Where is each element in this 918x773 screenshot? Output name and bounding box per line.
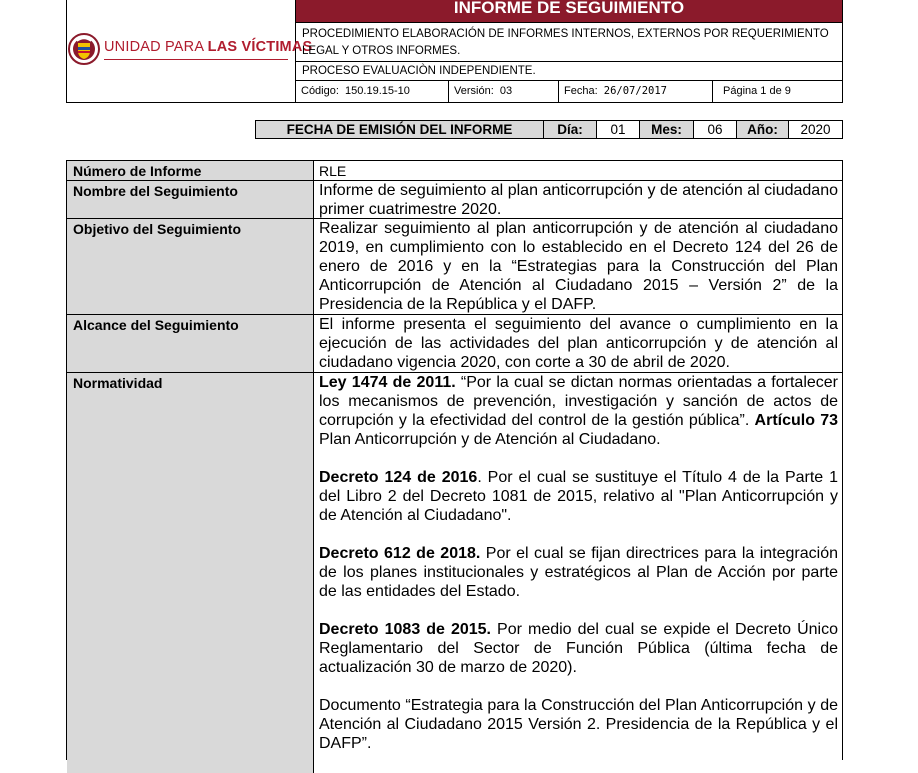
norma-item: Decreto 1083 de 2015. Por medio del cual se expide el Decreto Único Reglamentario del Sector de Función Pública (última fecha de actualización 30 de marzo de 2020). [319,621,839,676]
header-info [296,0,842,102]
document-header [66,0,843,103]
numero-row [67,161,842,181]
numero-value: RLE [319,163,347,179]
fecha-emision-label: FECHA DE EMISIÓN DEL INFORME [256,121,544,138]
norma-item: Decreto 124 de 2016. Por el cual se sustituye el Título 4 de la Parte 1 del Libro 2 del Decreto 1081 de 2015, relativo al "Plan Anticorrupción y de Atención al Ciudadano". [319,469,839,524]
mes-value: 06 [694,121,737,138]
norma-item: Ley 1474 de 2011. “Por la cual se dictan normas orientadas a fortalecer los mecanismos de prevención, investigación y sanción de actos de corrupción y la efectividad del control de la gestión pública”. Artículo 73 Plan Anticorrupción y de Atención al Ciudadano. [319,374,839,448]
objetivo-row [67,219,842,315]
pagina-cell: Página 1 de 9 [723,85,791,97]
report-info-table [66,160,843,760]
logo-wordmark: UNIDAD PARA LAS VÍCTIMAS [104,39,313,55]
norma-item: Documento “Estrategia para la Construcción del Plan Anticorrupción y de Atención al Ciudadano 2015 Versión 2. Presidencia de la República y el DAFP”. [319,697,838,752]
normatividad-row [67,373,842,773]
header-meta-row [296,81,842,102]
dia-label: Día: [544,121,597,138]
version-value: 03 [499,85,513,97]
norma-item: Decreto 612 de 2018. Por el cual se fijan directrices para la integración de los planes institucionales y estratégicos al Plan de Acción por parte de las entidades del Estado. [319,545,838,600]
normatividad-list [314,373,842,753]
fecha-value: 26/07/2017 [603,85,667,97]
alcance-value: El informe presenta el seguimiento del avance o cumplimiento en la ejecución de las actividades del plan anticorrupción y de atención al ciudadano vigencia 2020, con corte a 30 de abril de 2020. [319,316,838,371]
alcance-label: Alcance del Seguimiento [67,315,314,372]
proceso-text: PROCESO EVALUACIÒN INDEPENDIENTE. [296,62,842,81]
colombia-coat-of-arms-icon [67,31,101,67]
normatividad-label: Normatividad [67,373,314,773]
codigo-cell: Código: 150.19.15-10 [296,81,449,102]
dia-value: 01 [597,121,640,138]
anio-value: 2020 [800,122,831,137]
nombre-value: Informe de seguimiento al plan anticorrupción y de atención al ciudadano primer cuatrimestre 2020. [319,182,838,218]
version-cell: Versión: 03 [449,81,559,102]
logo-underline [104,59,288,60]
nombre-row [67,181,842,219]
numero-label: Número de Informe [67,161,314,180]
alcance-row [67,315,842,373]
anio-label: Año: [737,121,789,138]
objetivo-value: Realizar seguimiento al plan anticorrupción y de atención al ciudadano 2019, en cumplimiento con lo establecido en el Decreto 124 del 26 de enero de 2016 y en la “Estrategias para la Construcción del Plan Anticorrupción de Atención al Ciudadano 2015 – Versión 2” de la Presidencia de la República y el DAFP. [319,220,838,313]
objetivo-label: Objetivo del Seguimiento [67,219,314,314]
document-title: INFORME DE SEGUIMIENTO [296,0,842,23]
mes-label: Mes: [640,121,694,138]
procedimiento-text: PROCEDIMIENTO ELABORACIÓN DE INFORMES INTERNOS, EXTERNOS POR REQUERIMIENTO LEGAL Y OTROS INFORMES. [296,23,842,62]
logo [67,0,313,102]
codigo-value: 150.19.15-10 [345,85,410,97]
nombre-label: Nombre del Seguimiento [67,181,314,218]
fecha-cell: Fecha: 26/07/2017 [559,81,713,102]
fecha-emision-table [255,120,843,139]
